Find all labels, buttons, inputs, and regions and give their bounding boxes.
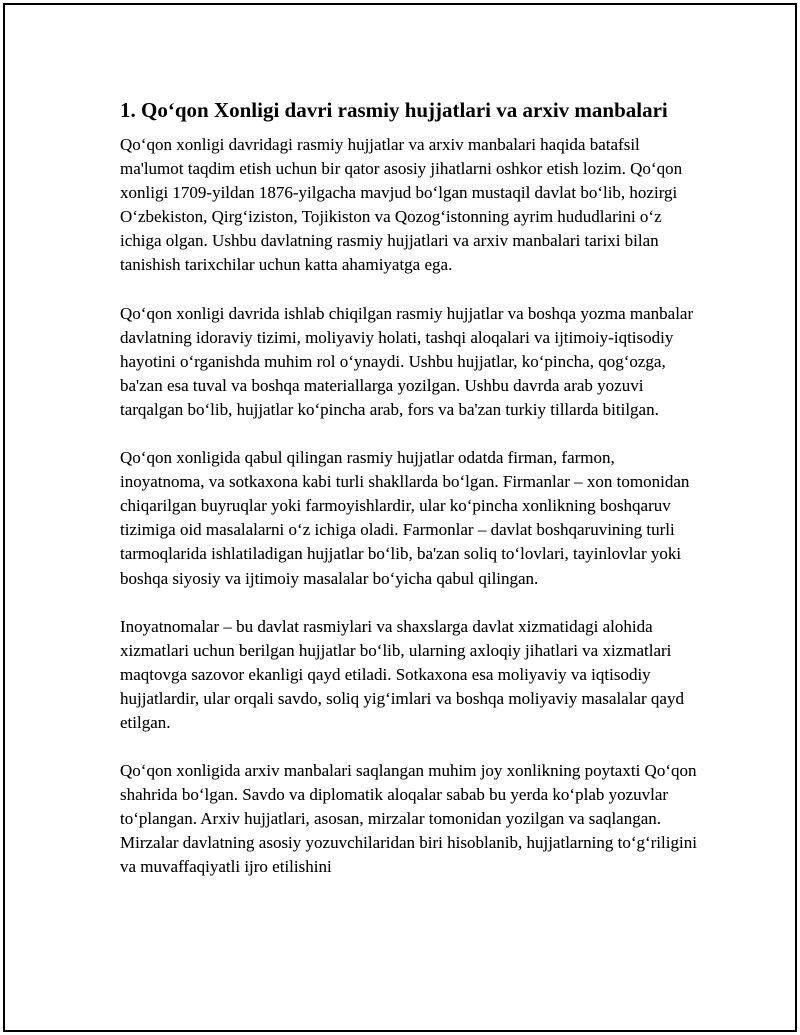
paragraph-2: Qo‘qon xonligi davrida ishlab chiqilgan rasmiy hujjatlar va boshqa yozma manbalar davlatning idoraviy tizimi, moliyaviy holati, tashqi aloqalari va ijtimoiy-iqtisodiy hayotini o‘rganishda muhim rol o‘ynaydi. Ushbu hujjatlar, ko‘pincha, qog‘ozga, ba'zan esa tuval va boshqa materiallarga yozilgan. Ushbu davrda arab yozuvi tarqalgan bo‘lib, hujjatlar ko‘pincha arab, fors va ba'zan turkiy tillarda bitilgan.: [120, 303, 694, 419]
document-body: [120, 96, 700, 904]
paragraph-4: Inoyatnomalar – bu davlat rasmiylari va shaxslarga davlat xizmatidagi alohida xizmatlari uchun berilgan hujjatlar bo‘lib, ularning axloqiy jihatlari va xizmatlari maqtovga sazovor ekanligi qayd etiladi. Sotkaxona esa moliyaviy va iqtisodiy hujjatlardir, ular orqali savdo, soliq yig‘imlari va boshqa moliyaviy masalalar qayd etilgan.: [120, 616, 684, 732]
paragraph-5: Qo‘qon xonligida arxiv manbalari saqlangan muhim joy xonlikning poytaxti Qo‘qon shahrida bo‘lgan. Savdo va diplomatik aloqalar sabab bu yerda ko‘plab yozuvlar to‘plangan. Arxiv hujjatlari, asosan, mirzalar tomonidan yozilgan va saqlangan. Mirzalar davlatning asosiy yozuvchilaridan biri hisoblanib, hujjatlarning to‘g‘riligini va muvaffaqiyatli ijro etilishini: [120, 761, 697, 877]
section-heading: 1. Qo‘qon Xonligi davri rasmiy hujjatlari va arxiv manbalari: [120, 98, 668, 122]
paragraph-1: Qo‘qon xonligi davridagi rasmiy hujjatlar va arxiv manbalari haqida batafsil ma'lumot taqdim etish uchun bir qator asosiy jihatlarni oshkor etish lozim. Qo‘qon xonligi 1709-yildan 1876-yilgacha mavjud bo‘lgan mustaqil davlat bo‘lib, hozirgi O‘zbekiston, Qirg‘iziston, Tojikiston va Qozog‘istonning ayrim hududlarini o‘z ichiga olgan. Ushbu davlatning rasmiy hujjatlari va arxiv manbalari tarixi bilan tanishish tarixchilar uchun katta ahamiyatga ega.: [120, 135, 683, 275]
paragraph-3: Qo‘qon xonligida qabul qilingan rasmiy hujjatlar odatda firman, farmon, inoyatnoma, va sotkaxona kabi turli shakllarda bo‘lgan. Firmanlar – xon tomonidan chiqarilgan buyruqlar yoki farmoyishlardir, ular ko‘pincha xonlikning boshqaruv tizimiga oid masalalarni o‘z ichiga oladi. Farmonlar – davlat boshqaruvining turli tarmoqlarida ishlatiladigan hujjatlar bo‘lib, ba'zan soliq to‘lovlari, tayinlovlar yoki boshqa siyosiy va ijtimoiy masalalar bo‘yicha qabul qilingan.: [120, 448, 690, 588]
page-frame: [3, 3, 797, 1032]
